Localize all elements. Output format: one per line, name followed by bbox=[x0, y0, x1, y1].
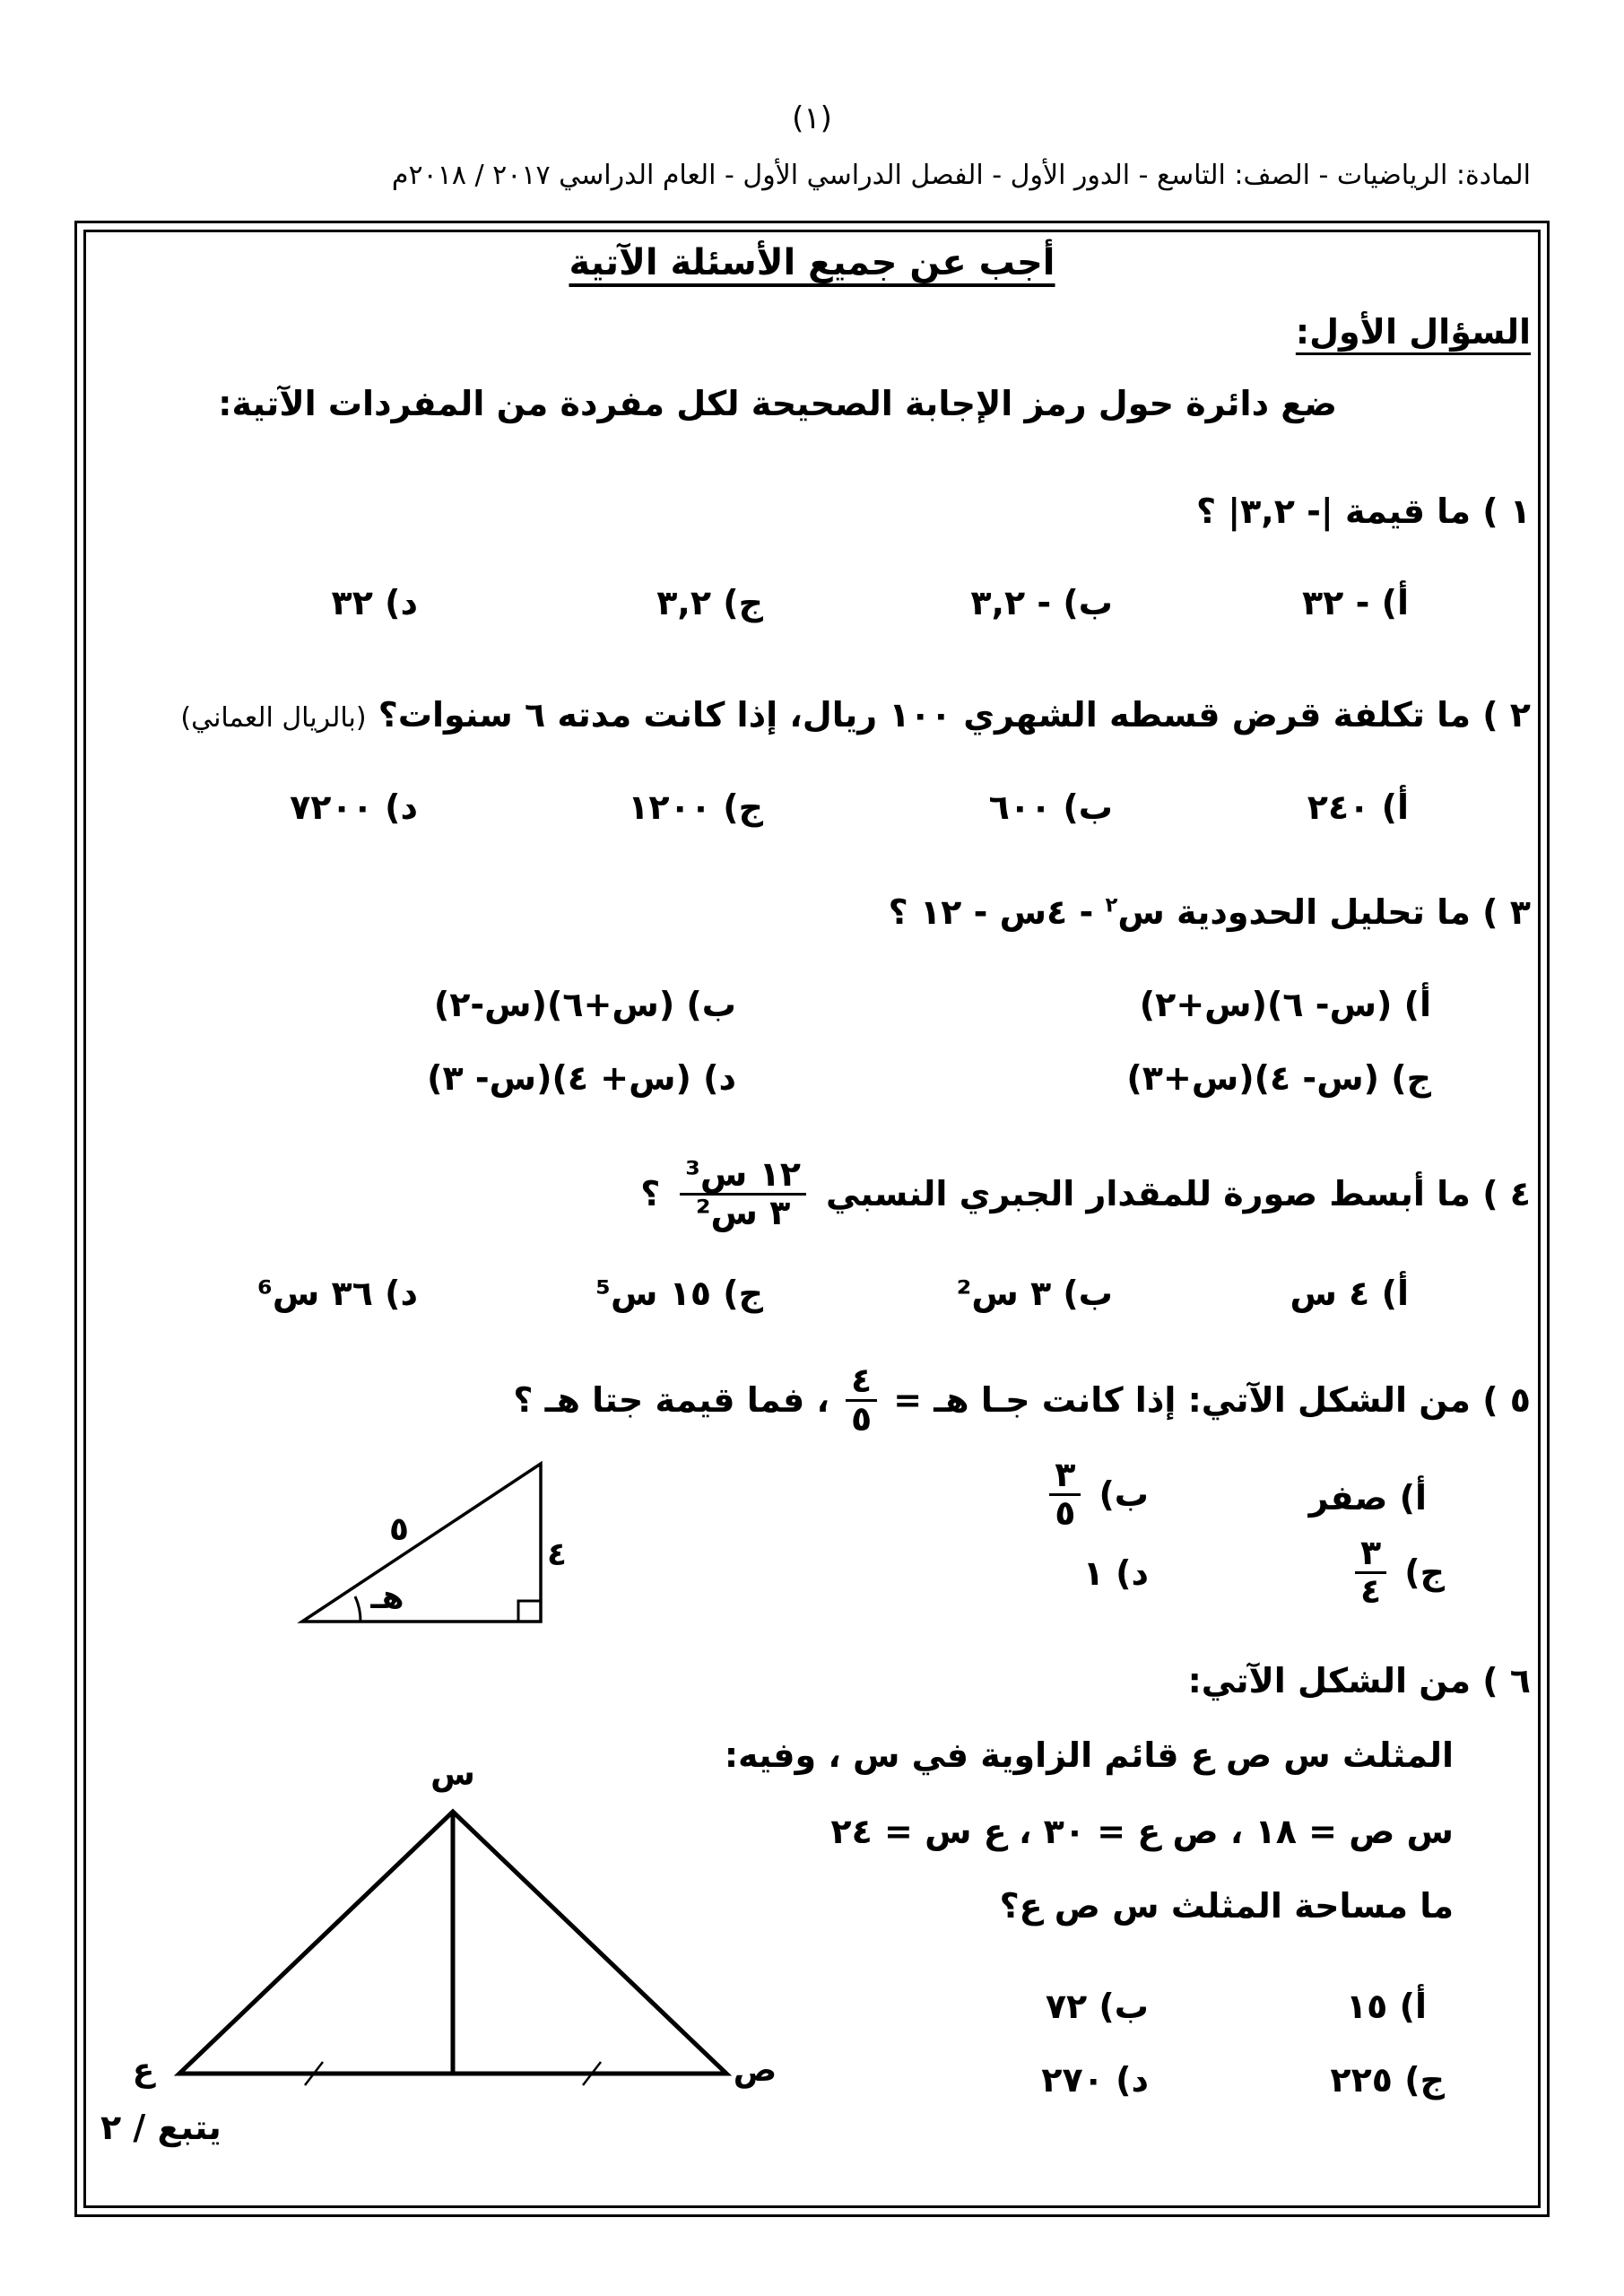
instruction: ضع دائرة حول رمز الإجابة الصحيحة لكل مفردة من المفردات الآتية: bbox=[218, 384, 1337, 423]
q1-text: ١ ) ما قيمة |- ٣,٢| ؟ bbox=[1195, 491, 1531, 531]
q3-option-c[interactable]: ج) (س- ٤)(س+٣) bbox=[1126, 1058, 1431, 1098]
q2-option-d[interactable]: د) ٧٢٠٠ bbox=[290, 787, 418, 827]
q1-option-b[interactable]: ب) - ٣,٢ bbox=[970, 583, 1113, 622]
angle-arc bbox=[355, 1596, 360, 1622]
q6-option-b[interactable]: ب) ٧٢ bbox=[1045, 1987, 1149, 2026]
vertex-label-left: ع bbox=[132, 2052, 155, 2089]
q3-option-a[interactable]: أ) (س- ٦)(س+٢) bbox=[1139, 985, 1431, 1024]
q3-text: ٣ ) ما تحليل الحدودية س$^٢$ - ٤س - ١٢ ؟ bbox=[888, 892, 1531, 932]
q5-fraction: $\frac{٤}{٥}$ bbox=[846, 1363, 877, 1438]
q5-option-c[interactable]: ج) $\frac{٣}{٤}$ bbox=[1355, 1535, 1445, 1610]
q6-line2: س ص = ١٨ ، ص ع = ٣٠ ، ع س = ٢٤ bbox=[830, 1812, 1454, 1851]
q6-line1: المثلث س ص ع قائم الزاوية في س ، وفيه: bbox=[724, 1735, 1454, 1775]
q6-option-a[interactable]: أ) ١٥ bbox=[1345, 1987, 1427, 2026]
q5-option-d[interactable]: د) ١ bbox=[1082, 1553, 1149, 1593]
q3-option-b[interactable]: ب) (س+٦)(س-٢) bbox=[433, 985, 736, 1024]
q2-note: (بالريال العماني) bbox=[180, 702, 367, 734]
angle-label: هـ bbox=[370, 1579, 404, 1616]
q5-text: ٥ ) من الشكل الآتي: إذا كانت جـا هـ = $\frac{٤}{٥}$ ، فما قيمة جتا هـ ؟ bbox=[513, 1361, 1531, 1439]
q4-fraction: $\frac{\text{١٢ س³}}{\text{٣ س²}}$ bbox=[680, 1157, 806, 1231]
q2-option-c[interactable]: ج) ١٢٠٠ bbox=[628, 787, 763, 827]
q6-option-c[interactable]: ج) ٢٢٥ bbox=[1330, 2060, 1445, 2100]
exam-title: أجب عن جميع الأسئلة الآتية bbox=[569, 242, 1055, 283]
q1-option-d[interactable]: د) ٣٢ bbox=[331, 583, 418, 622]
side-label: ٤ bbox=[547, 1536, 567, 1573]
q2-text bbox=[180, 695, 1531, 735]
q6-triangle-figure bbox=[117, 1749, 798, 2099]
q1-option-a[interactable]: أ) - ٣٢ bbox=[1301, 583, 1409, 622]
hypotenuse-label: ٥ bbox=[389, 1511, 409, 1548]
q4-text: ٤ ) ما أبسط صورة للمقدار الجبري النسبي $\frac{\text{١٢ س³}}{\text{٣ س²}}$ ؟ bbox=[640, 1154, 1531, 1232]
section-title: السؤال الأول: bbox=[1295, 312, 1531, 352]
q6-option-d[interactable]: د) ٢٧٠ bbox=[1041, 2060, 1149, 2100]
q5-triangle-figure bbox=[287, 1448, 567, 1641]
q3-option-d[interactable]: د) (س+ ٤)(س- ٣) bbox=[427, 1058, 736, 1098]
vertex-label-top: س bbox=[430, 1756, 475, 1793]
q1-option-c[interactable]: ج) ٣,٢ bbox=[656, 583, 763, 622]
q4-option-b[interactable]: ب) ٣ س² bbox=[956, 1274, 1113, 1313]
q2-question: ٢ ) ما تكلفة قرض قسطه الشهري ١٠٠ ريال، إذا كانت مدته ٦ سنوات؟ bbox=[378, 695, 1531, 735]
page-number: (١) bbox=[792, 100, 832, 136]
continue-note: يتبع / ٢ bbox=[100, 2108, 221, 2147]
q5-triangle bbox=[302, 1464, 541, 1622]
q4-option-c[interactable]: ج) ١٥ س⁵ bbox=[595, 1274, 763, 1313]
q5-option-a[interactable]: أ) صفر bbox=[1308, 1478, 1427, 1518]
q2-option-b[interactable]: ب) ٦٠٠ bbox=[988, 787, 1113, 827]
q2-option-a[interactable]: أ) ٢٤٠ bbox=[1307, 787, 1409, 827]
q5-option-b[interactable]: ب) $\frac{٣}{٥}$ bbox=[1049, 1457, 1149, 1532]
q6-line3: ما مساحة المثلث س ص ع؟ bbox=[999, 1886, 1454, 1926]
vertex-label-right: ص bbox=[733, 2052, 777, 2089]
q4-option-d[interactable]: د) ٣٦ س⁶ bbox=[257, 1274, 418, 1313]
right-angle-mark bbox=[518, 1601, 541, 1622]
q4-option-a[interactable]: أ) ٤ س bbox=[1290, 1274, 1409, 1313]
q6-text: ٦ ) من الشكل الآتي: bbox=[1187, 1661, 1531, 1700]
exam-header: المادة: الرياضيات - الصف: التاسع - الدور الأول - الفصل الدراسي الأول - العام الدراسي ٢٠١٧ / ٢٠١٨م bbox=[391, 160, 1531, 191]
